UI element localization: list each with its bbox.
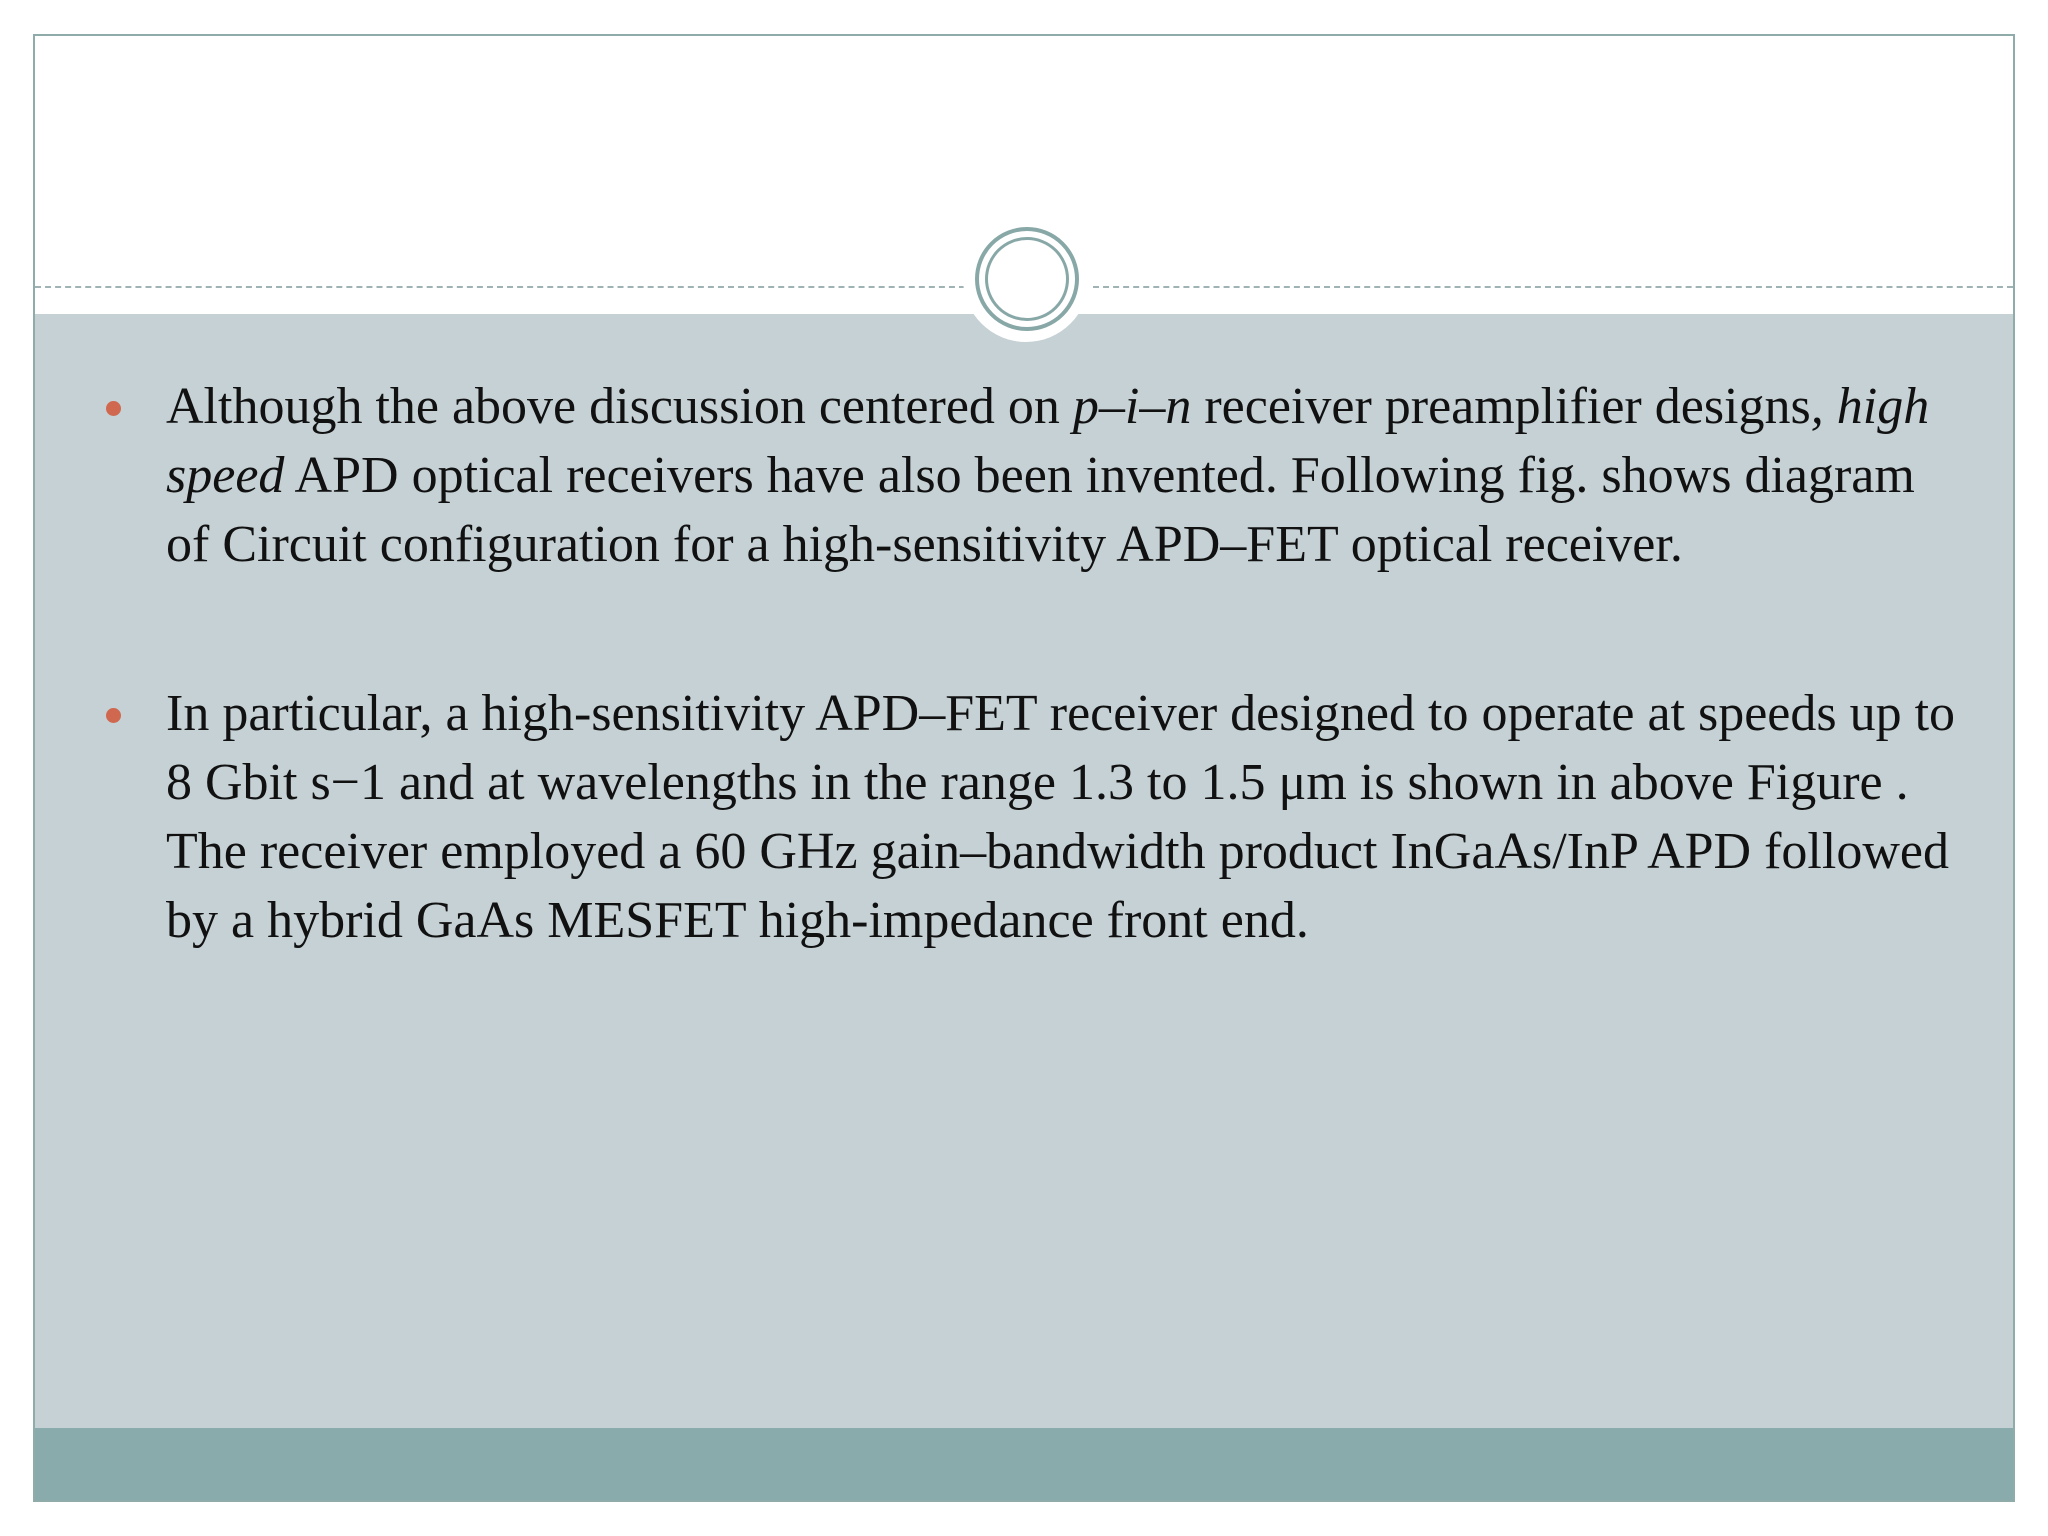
header-divider-right xyxy=(1093,286,2013,288)
decorative-ring-icon xyxy=(975,227,1079,331)
footer-band xyxy=(35,1428,2013,1500)
bullet-dot-icon xyxy=(106,401,121,416)
bullet-text-segment: receiver preamplifier designs xyxy=(1191,378,1811,435)
bullet-list xyxy=(100,372,1960,1055)
bullet-text-italic-segment: p–i–n xyxy=(1072,378,1192,435)
bullet-text-segment: APD optical receivers have also been invented. Following fig. shows diagram of Circuit configuration for a high-sensitivity APD–FET optical receiver. xyxy=(166,447,1915,573)
bullet-text-segment: In particular, a high-sensitivity APD–FET receiver designed to operate at speeds up to 8 Gbit s−1 and at wavelengths in the range 1.3 to 1.5 μm is shown in above Figure . The receiver employed a 60 GHz gain–bandwidth product InGaAs/InP APD followed by a hybrid GaAs MESFET high-impedance front end. xyxy=(166,685,1956,949)
bullet-text-italic-segment: , high speed xyxy=(166,378,1930,504)
bullet-text xyxy=(166,372,1960,579)
bullet-item xyxy=(100,372,1960,579)
bullet-dot-icon xyxy=(106,708,121,723)
decorative-ring-inner xyxy=(985,237,1069,321)
bullet-item xyxy=(100,679,1960,955)
bullet-text-segment: Although the above discussion centered on xyxy=(166,378,1073,435)
header-divider-left xyxy=(35,286,965,288)
bullet-text xyxy=(166,679,1960,955)
